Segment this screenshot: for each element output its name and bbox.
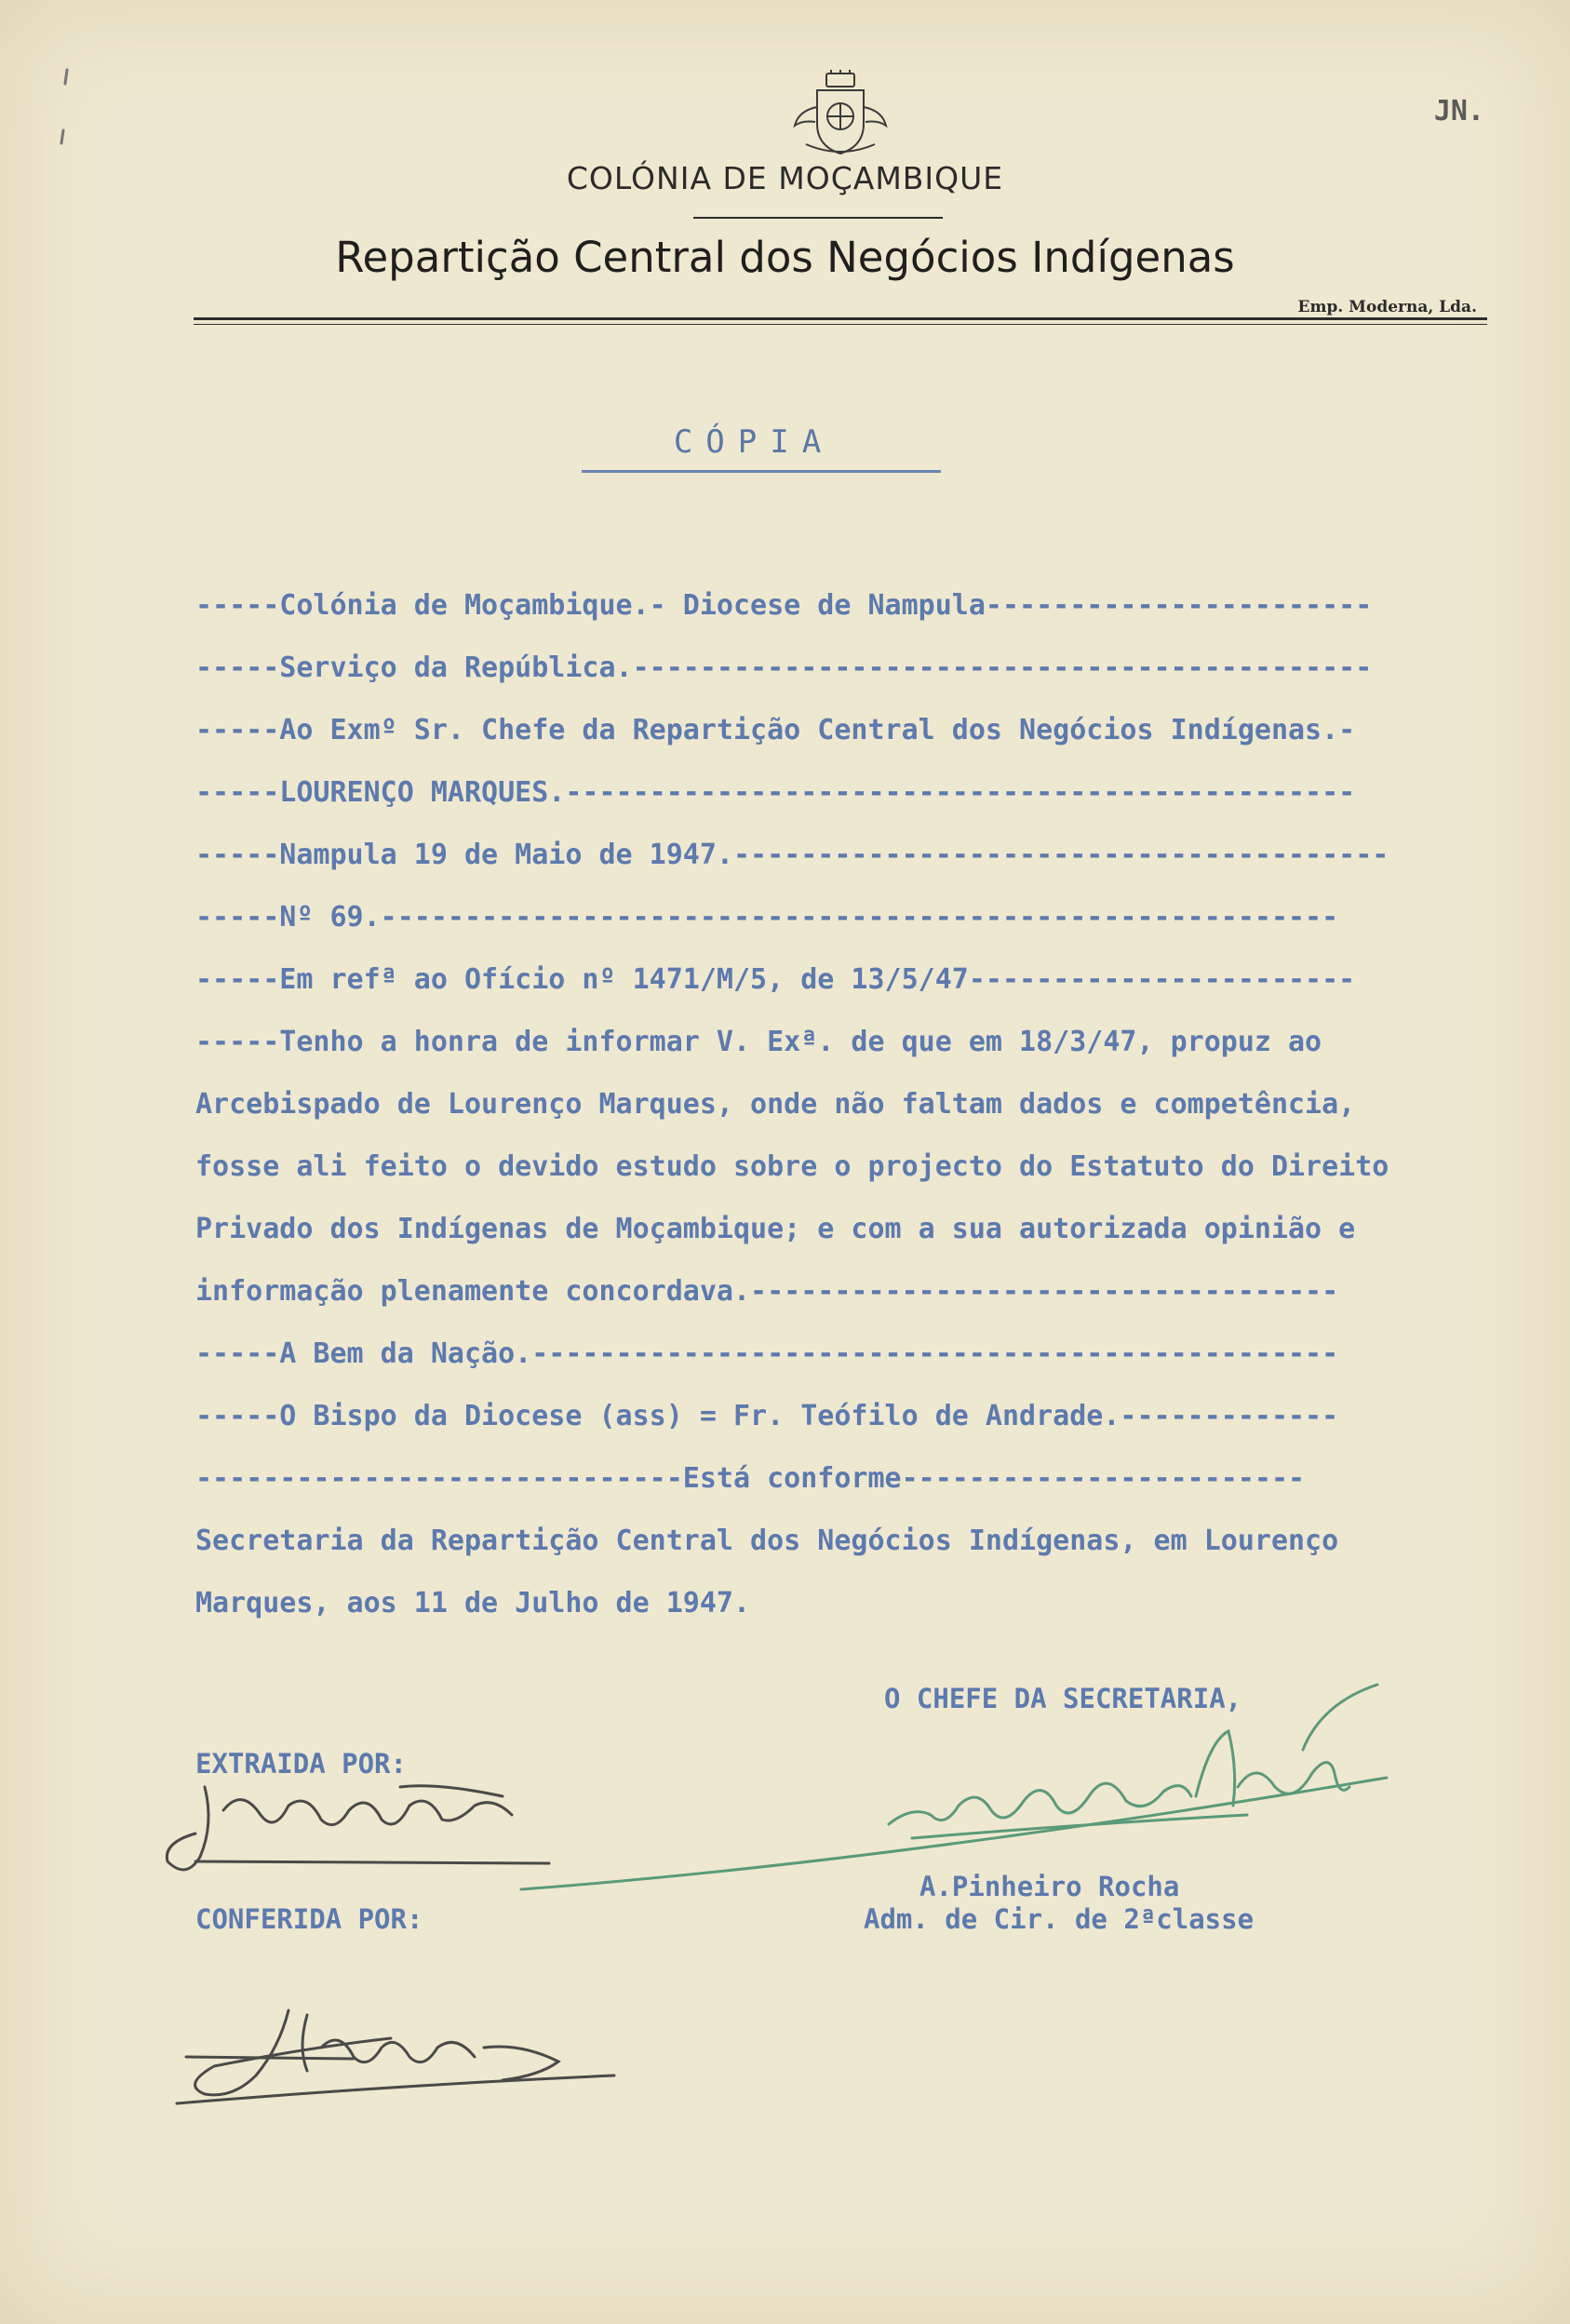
pencil-mark <box>56 65 74 149</box>
extracted-label: EXTRAIDA POR: <box>195 1748 407 1780</box>
chief-name: A.Pinheiro Rocha <box>919 1871 1180 1902</box>
body-line: -----Nampula 19 de Maio de 1947.--------------------------------------- <box>195 839 1389 871</box>
extracted-signature <box>158 1768 577 1899</box>
body-line: -----Serviço da República.-------------------------------------------- <box>195 652 1373 684</box>
body-line: -----Em refª ao Ofício nº 1471/M/5, de 13/5/47----------------------- <box>195 963 1356 996</box>
body-line: Arcebispado de Lourenço Marques, onde não faltam dados e competência, <box>195 1088 1356 1121</box>
letterhead-rule-thin <box>194 324 1487 325</box>
body-line: -----------------------------Está conforme------------------------ <box>195 1462 1306 1495</box>
body-line: -----O Bispo da Diocese (ass) = Fr. Teófilo de Andrade.------------- <box>195 1400 1339 1432</box>
checked-signature <box>168 1992 633 2113</box>
divider <box>693 217 943 219</box>
chief-signature <box>521 1675 1405 1899</box>
coat-of-arms-icon <box>789 70 892 159</box>
reference-code: JN. <box>1433 95 1484 128</box>
letterhead-rule <box>194 317 1487 320</box>
office-title: Repartição Central dos Negócios Indígenas <box>335 233 1235 282</box>
body-line: informação plenamente concordava.----------------------------------- <box>195 1275 1339 1308</box>
body-line: Privado dos Indígenas de Moçambique; e com a sua autorizada opinião e <box>195 1213 1356 1245</box>
chief-title: O CHEFE DA SECRETARIA, <box>884 1683 1242 1714</box>
body-line: Marques, aos 11 de Julho de 1947. <box>195 1587 751 1619</box>
document-heading: CÓPIA <box>673 423 835 461</box>
chief-rank: Adm. de Cir. de 2ªclasse <box>864 1903 1255 1935</box>
body-line: fosse ali feito o devido estudo sobre o projecto do Estatuto do Direito <box>195 1150 1389 1183</box>
body-line: -----Nº 69.--------------------------------------------------------- <box>195 901 1339 934</box>
body-line: -----Colónia de Moçambique.- Diocese de Nampula----------------------- <box>195 589 1373 622</box>
colony-name: COLÓNIA DE MOÇAMBIQUE <box>566 160 1004 196</box>
printer-credit: Emp. Moderna, Lda. <box>1297 298 1477 316</box>
body-line: -----LOURENÇO MARQUES.----------------------------------------------- <box>195 776 1356 809</box>
body-line: Secretaria da Repartição Central dos Negócios Indígenas, em Lourenço <box>195 1525 1339 1557</box>
body-line: -----A Bem da Nação.------------------------------------------------ <box>195 1337 1339 1370</box>
checked-label: CONFERIDA POR: <box>195 1903 423 1935</box>
body-line: -----Tenho a honra de informar V. Exª. de que em 18/3/47, propuz ao <box>195 1026 1322 1058</box>
body-line: -----Ao Exmº Sr. Chefe da Repartição Central dos Negócios Indígenas.- <box>195 714 1356 746</box>
heading-underline <box>582 470 941 473</box>
